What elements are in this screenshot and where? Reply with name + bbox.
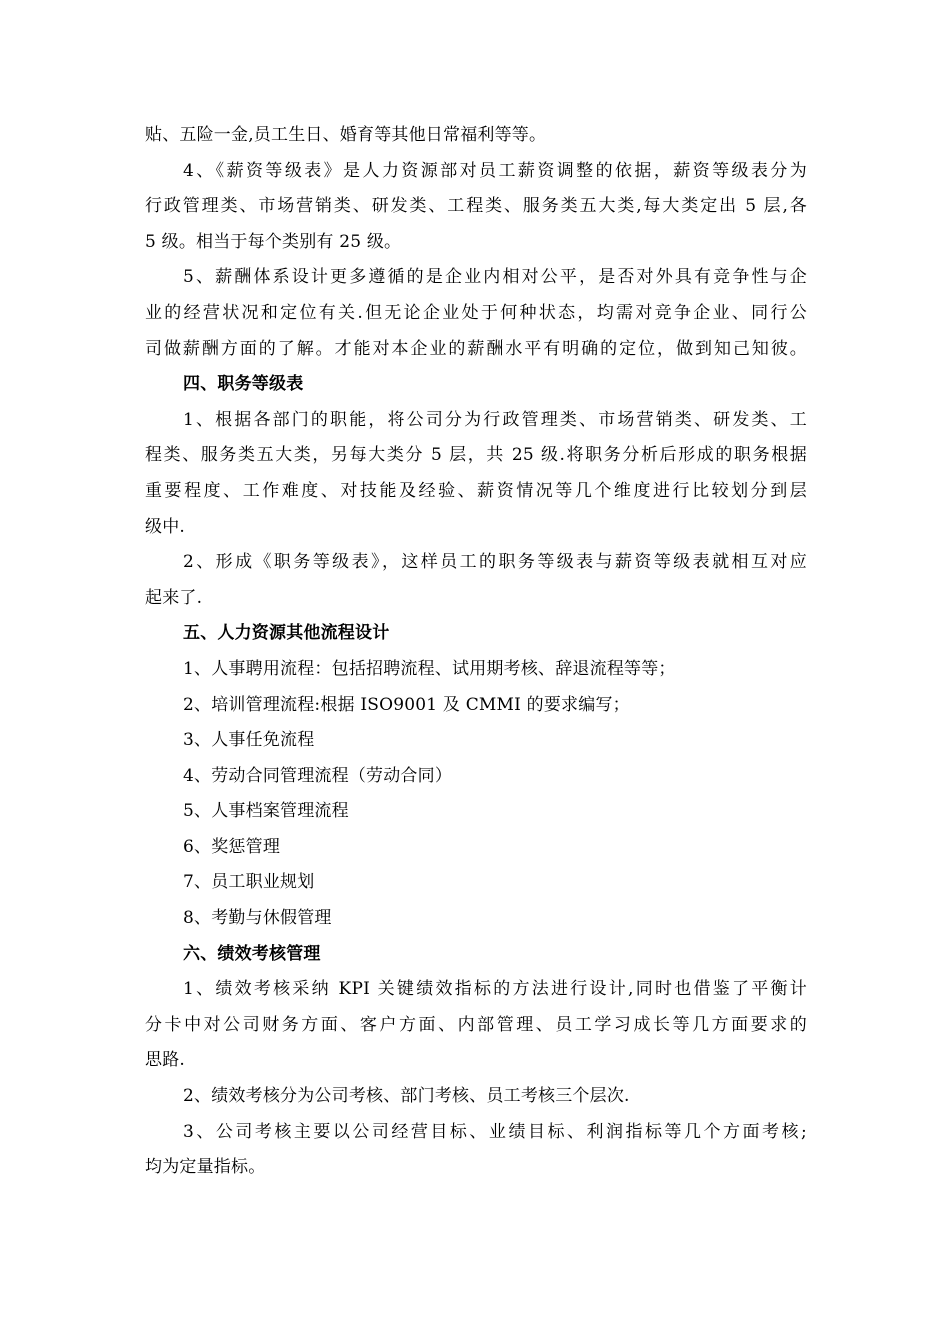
paragraph-line: 2、形成《职务等级表》，这样员工的职务等级表与薪资等级表就相互对应 — [183, 552, 807, 573]
paragraph-line: 2、绩效考核分为公司考核、部门考核、员工考核三个层次. — [183, 1086, 630, 1107]
paragraph-line: 3、公司考核主要以公司经营目标、业绩目标、利润指标等几个方面考核; — [183, 1121, 807, 1142]
intro-tail-line: 贴、五险一金,员工生日、婚育等其他日常福利等等。 — [145, 125, 547, 145]
paragraph-line: 1、绩效考核采纳 KPI 关键绩效指标的方法进行设计,同时也借鉴了平衡计 — [183, 979, 807, 1000]
paragraph-line: 程类、服务类五大类，另每大类分 5 层，共 25 级.将职务分析后形成的职务根据 — [145, 445, 807, 466]
paragraph-line: 司做薪酬方面的了解。才能对本企业的薪酬水平有明确的定位，做到知己知彼。 — [145, 338, 807, 359]
paragraph-line: 重要程度、工作难度、对技能及经验、薪资情况等几个维度进行比较划分到层 — [145, 480, 807, 501]
list-item: 2、培训管理流程:根据 ISO9001 及 CMMI 的要求编写； — [183, 694, 630, 715]
list-item: 6、奖惩管理 — [183, 836, 281, 857]
section-heading-performance: 六、绩效考核管理 — [183, 943, 321, 964]
list-item: 1、人事聘用流程：包括招聘流程、试用期考核、辞退流程等等； — [183, 658, 676, 679]
paragraph-line: 5、薪酬体系设计更多遵循的是企业内相对公平，是否对外具有竞争性与企 — [183, 267, 807, 288]
hr-process-list — [145, 652, 807, 937]
paragraph-line: 4、《薪资等级表》是人力资源部对员工薪资调整的依据，薪资等级表分为 — [183, 160, 807, 181]
paragraph-line: 思路. — [145, 1050, 186, 1071]
paragraph-line: 级中. — [145, 516, 186, 537]
document-page — [145, 118, 807, 1186]
list-item: 8、考勤与休假管理 — [183, 908, 332, 929]
paragraph-salary-grade-table — [145, 154, 807, 261]
paragraph-line: 分卡中对公司财务方面、客户方面、内部管理、员工学习成长等几方面要求的 — [145, 1014, 807, 1035]
list-item: 5、人事档案管理流程 — [183, 801, 349, 822]
paragraph-line: 起来了. — [145, 587, 203, 608]
list-item: 7、员工职业规划 — [183, 872, 315, 893]
paragraph-job-grade-2 — [145, 545, 807, 616]
paragraph-line: 业的经营状况和定位有关.但无论企业处于何种状态，均需对竞争企业、同行公 — [145, 302, 807, 323]
paragraph-line: 5 级。相当于每个类别有 25 级。 — [145, 231, 402, 252]
paragraph-compensation-design — [145, 260, 807, 367]
list-item: 3、人事任免流程 — [183, 730, 315, 751]
section-heading-hr-processes: 五、人力资源其他流程设计 — [183, 623, 390, 644]
paragraph-line: 行政管理类、市场营销类、研发类、工程类、服务类五大类,每大类定出 5 层,各 — [145, 196, 807, 217]
paragraph-performance-3 — [145, 1115, 807, 1186]
section-heading-job-grade: 四、职务等级表 — [183, 374, 304, 395]
paragraph-job-grade-1 — [145, 403, 807, 545]
paragraph-performance-2 — [145, 1079, 807, 1115]
paragraph-line: 1、根据各部门的职能，将公司分为行政管理类、市场营销类、研发类、工 — [183, 409, 807, 430]
paragraph-line: 均为定量指标。 — [145, 1157, 266, 1178]
paragraph-performance-1 — [145, 972, 807, 1079]
list-item: 4、劳动合同管理流程（劳动合同） — [183, 765, 453, 786]
